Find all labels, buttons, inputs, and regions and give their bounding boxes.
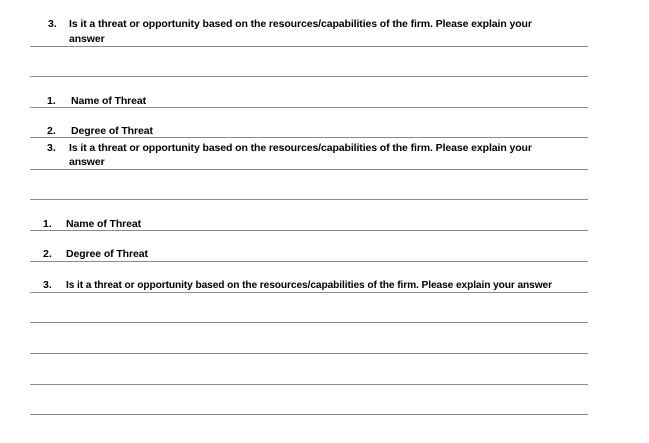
- question-number: 3.: [43, 279, 52, 291]
- question-number: 2.: [47, 125, 56, 137]
- question-text-line-2: answer: [69, 156, 105, 168]
- answer-line[interactable]: [30, 76, 588, 77]
- answer-line[interactable]: [30, 230, 588, 231]
- question-number: 1.: [47, 95, 56, 107]
- answer-line[interactable]: [30, 261, 588, 262]
- answer-line[interactable]: [30, 199, 588, 200]
- question-text-line-1: Is it a threat or opportunity based on the resources/capabilities of the firm. Please explain your: [69, 18, 532, 30]
- answer-line[interactable]: [30, 384, 588, 385]
- question-number: 3.: [47, 142, 56, 154]
- degree-of-threat-label: Degree of Threat: [71, 125, 153, 137]
- answer-line[interactable]: [30, 322, 588, 323]
- question-number: 1.: [43, 218, 52, 230]
- degree-of-threat-label: Degree of Threat: [66, 248, 148, 260]
- question-text-line-1: Is it a threat or opportunity based on the resources/capabilities of the firm. Please explain your: [69, 142, 532, 154]
- answer-line[interactable]: [30, 46, 588, 47]
- name-of-threat-label: Name of Threat: [71, 95, 147, 107]
- name-of-threat-label: Name of Threat: [66, 218, 142, 230]
- question-number: 3.: [48, 18, 57, 30]
- answer-line[interactable]: [30, 137, 588, 138]
- answer-line[interactable]: [30, 169, 588, 170]
- question-text: Is it a threat or opportunity based on the resources/capabilities of the firm. Please explain your answer: [66, 280, 552, 291]
- answer-line[interactable]: [30, 353, 588, 354]
- answer-line[interactable]: [30, 107, 588, 108]
- question-text-line-2: answer: [69, 33, 105, 45]
- question-number: 2.: [43, 248, 52, 260]
- answer-line[interactable]: [30, 414, 588, 415]
- answer-line[interactable]: [30, 292, 588, 293]
